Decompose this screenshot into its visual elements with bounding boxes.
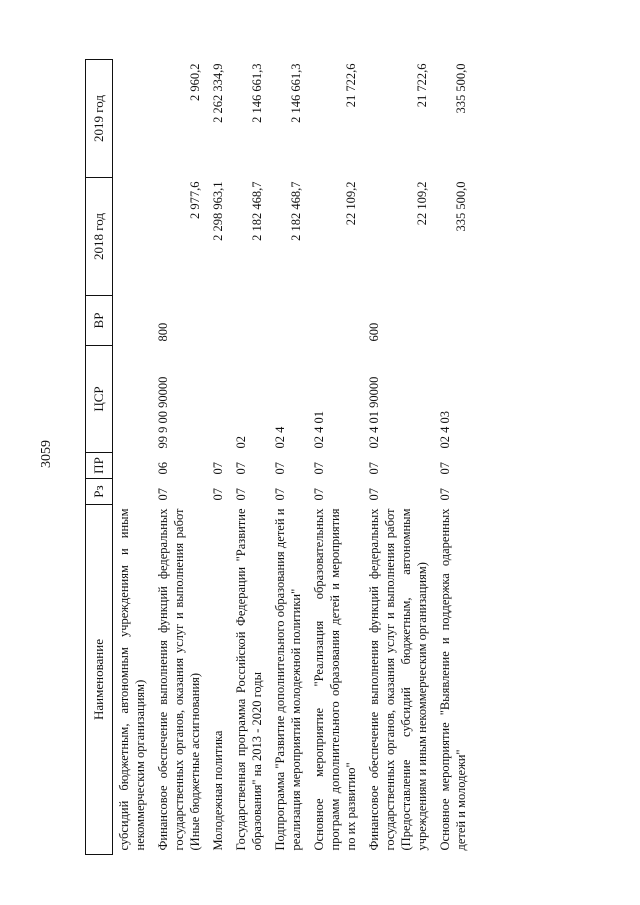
header-name: Наименование [86,505,113,855]
row-csr: 02 4 01 90000 [367,376,381,449]
budget-table [85,59,473,855]
row-2018: 2 977,6 [188,181,202,219]
row-vr [230,296,269,346]
row-rz: 07 [312,488,326,501]
table-row [230,60,269,855]
row-2019: 2 262 334,9 [211,63,225,123]
table-row [152,60,207,855]
row-vr: 800 [156,322,170,342]
row-2018: 2 298 963,1 [211,181,225,241]
row-2019: 2 146 661,3 [250,63,264,123]
row-vr [434,296,473,346]
row-name: Государственная программа Российской Федерации "Развитие образования" на 2013 - 2020 годы [234,508,264,851]
row-2019: 2 960,2 [188,63,202,101]
row-pr: 07 [312,462,326,475]
row-vr [113,296,153,346]
row-2018: 2 182 468,7 [289,181,303,241]
row-vr [207,296,230,346]
row-name: Подпрограмма "Развитие дополнительного образования детей и реализация мероприятий молодежной политики" [273,508,303,851]
row-2018: 22 109,2 [415,181,429,226]
row-2018: 2 182 468,7 [250,181,264,241]
row-2018: 22 109,2 [344,181,358,226]
table-row [434,60,473,855]
row-pr: 07 [438,462,452,475]
row-name: субсидий бюджетным, автономным учреждениям и иным некоммерческим организациям) [117,508,147,851]
row-csr: 02 [234,436,248,449]
row-2019: 335 500,0 [454,63,468,114]
row-csr: 02 4 03 [438,411,452,449]
row-pr: 07 [211,462,225,475]
row-csr: 99 9 00 90000 [156,376,170,449]
row-name: Финансовое обеспечение выполнения функций федеральных государственных органов, оказания услуг и выполнения работ (Иные бюджетные ассигнования) [156,508,202,851]
row-csr: 02 4 [273,426,287,449]
row-vr [308,296,363,346]
row-csr [207,346,230,453]
row-rz: 07 [156,488,170,501]
row-rz: 07 [211,488,225,501]
row-2019 [113,60,153,178]
row-name: Молодежная политика [211,730,225,851]
rotated-budget-table-container [85,60,610,855]
header-2018: 2018 год [86,178,113,296]
row-pr: 07 [234,462,248,475]
table-header-row [86,60,113,855]
row-rz: 07 [234,488,248,501]
table-row [113,60,153,855]
row-pr: 06 [156,462,170,475]
row-rz [113,479,153,505]
row-rz: 07 [367,488,381,501]
row-name: Основное мероприятие "Реализация образовательных программ дополнительного образования детей и мероприятия по их развитию" [312,508,358,851]
table-row [363,60,434,855]
row-pr [113,453,153,479]
header-pr: ПР [86,453,113,479]
row-name: Основное мероприятие "Выявление и поддержка одаренных детей и молодежи" [438,508,468,851]
row-2018: 335 500,0 [454,181,468,232]
page-number: 3059 [39,440,54,468]
row-name: Финансовое обеспечение выполнения функций федеральных государственных органов, оказания услуг и выполнения работ (Предоставление субсидий бюджетным, автономным учреждениям и иным некоммерческим организациям) [367,508,429,851]
row-2019: 21 722,6 [415,63,429,108]
row-pr: 07 [273,462,287,475]
row-vr: 600 [367,322,381,342]
header-rz: Рз [86,479,113,505]
row-rz: 07 [273,488,287,501]
row-2019: 21 722,6 [344,63,358,108]
row-vr [269,296,308,346]
header-vr: ВР [86,296,113,346]
table-row [207,60,230,855]
table-row [269,60,308,855]
row-csr: 02 4 01 [312,411,326,449]
header-2019: 2019 год [86,60,113,178]
header-csr: ЦСР [86,346,113,453]
row-rz: 07 [438,488,452,501]
row-csr [113,346,153,453]
row-2018 [113,178,153,296]
row-pr: 07 [367,462,381,475]
table-row [308,60,363,855]
row-2019: 2 146 661,3 [289,63,303,123]
